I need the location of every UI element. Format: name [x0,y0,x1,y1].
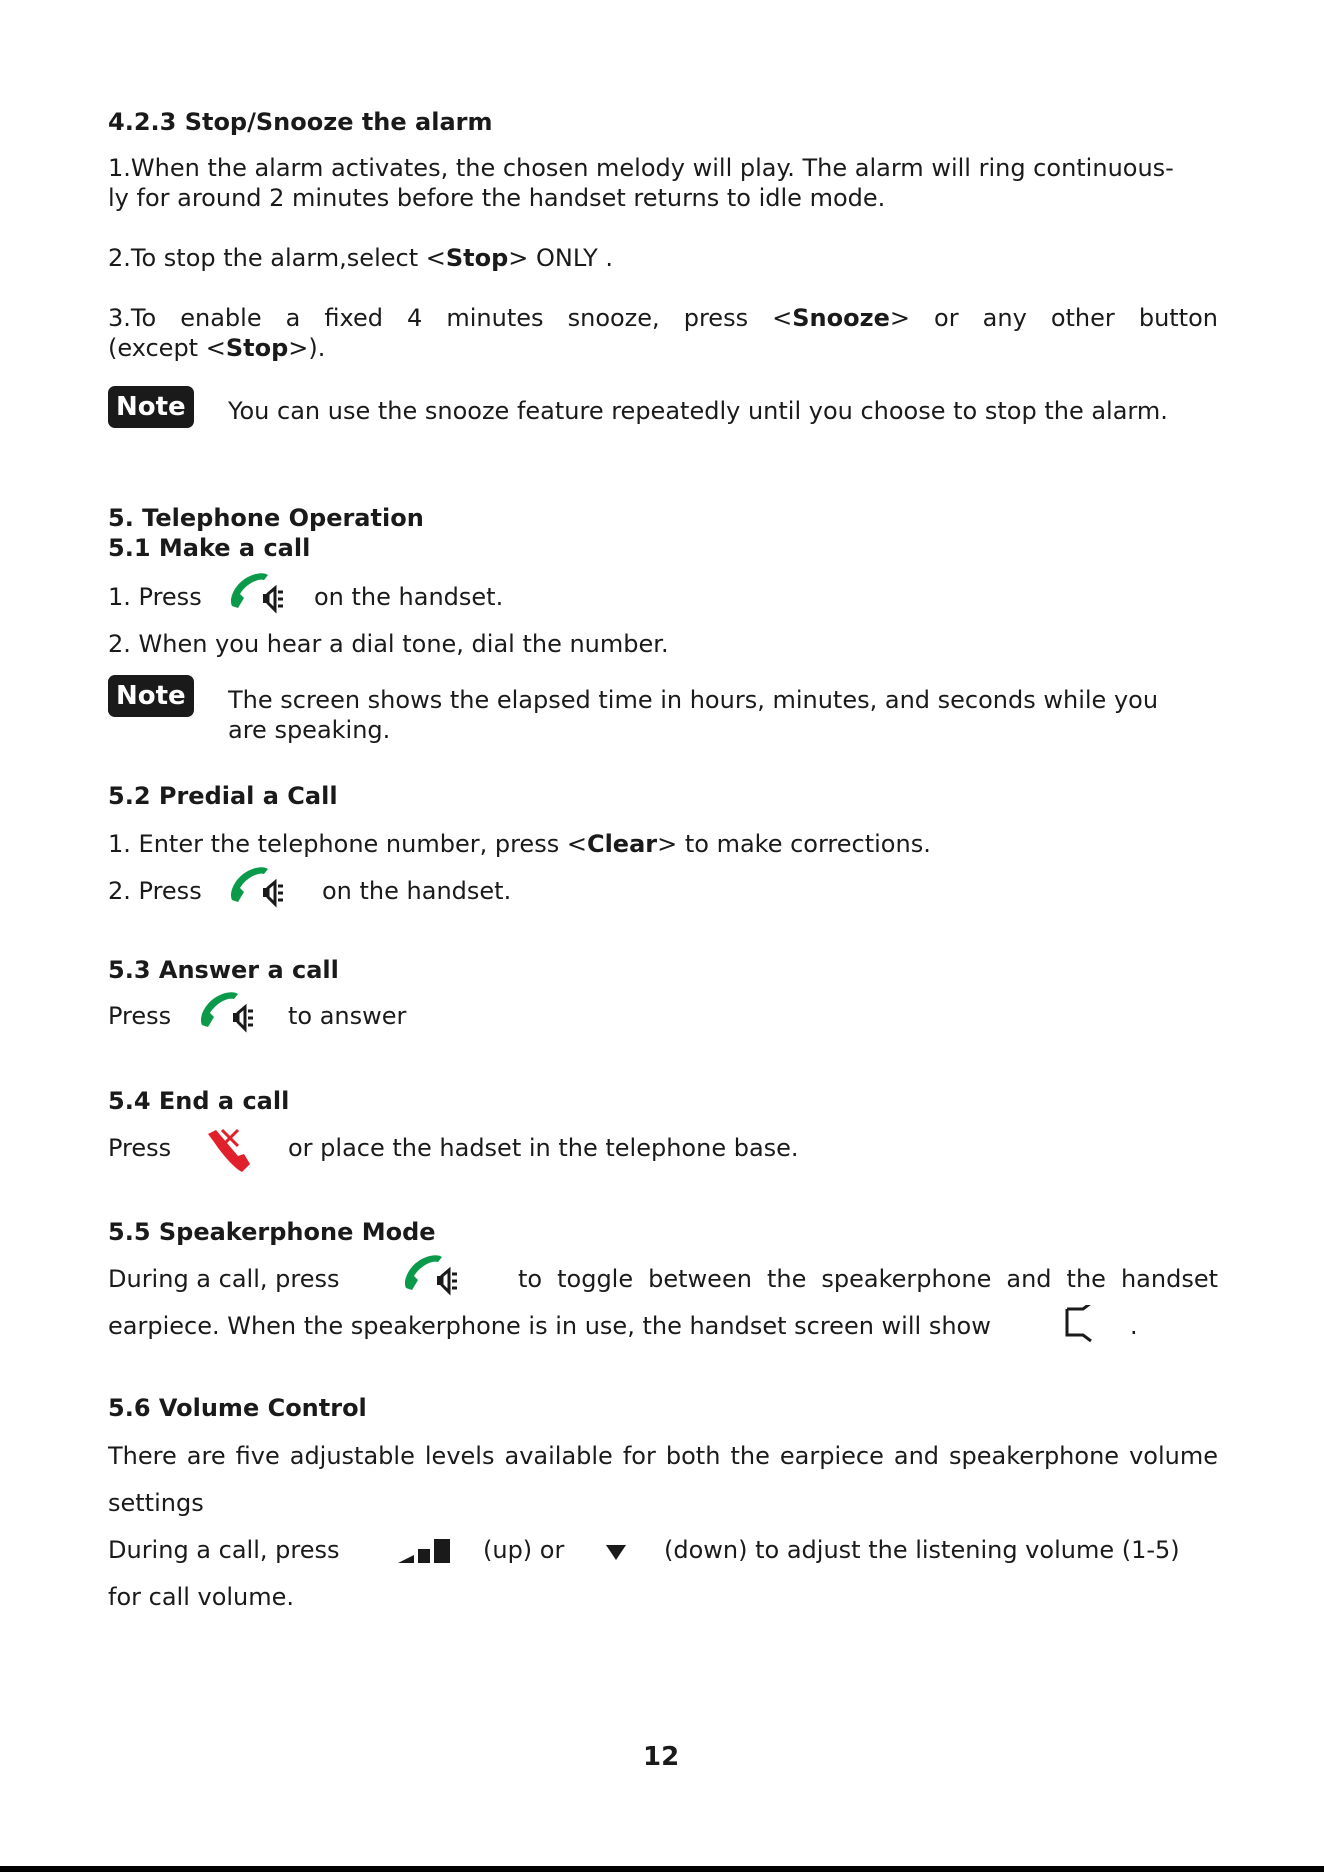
s52-step-1-suffix: > to make corrections. [657,830,931,858]
s56-line-1: There are five adjustable levels available for both the earpiece and speakerphone volume [108,1442,1218,1470]
clear-key-label: Clear [586,830,658,858]
paragraph-3-line-2-suffix: >). [288,334,326,362]
section-heading-5-3: 5.3 Answer a call [108,956,339,984]
s56-line-3-suffix: (down) to adjust the listening volume (1-5) [664,1536,1180,1564]
paragraph-2 [108,243,613,273]
s53-prefix: Press [108,1002,172,1030]
stop-key-label-2: Stop [225,334,289,362]
paragraph-3-prefix: 3.To enable a fixed 4 minutes snooze, press < [108,304,793,332]
s56-line-3-prefix: During a call, press [108,1536,340,1564]
s55-line-1-prefix: During a call, press [108,1265,340,1293]
paragraph-1-line-1: 1.When the alarm activates, the chosen melody will play. The alarm will ring continuous- [108,154,1174,182]
section-heading-4-2-3: 4.2.3 Stop/Snooze the alarm [108,108,493,136]
stop-key-label: Stop [445,244,509,272]
s52-step-1-prefix: 1. Enter the telephone number, press < [108,830,587,858]
section-heading-5-1: 5.1 Make a call [108,534,311,562]
s56-line-4: for call volume. [108,1583,295,1611]
paragraph-2-prefix: 2.To stop the alarm,select < [108,244,446,272]
volume-down-icon [605,1543,627,1561]
snooze-key-label: Snooze [792,304,890,332]
note-label: Note [108,386,194,428]
note-text-1: You can use the snooze feature repeatedly until you choose to stop the alarm. [228,397,1168,425]
section-heading-5-6: 5.6 Volume Control [108,1394,367,1422]
note-text-2-line-2: are speaking. [228,716,391,744]
note-label-2: Note [108,675,194,717]
talk-speaker-icon [226,570,290,620]
s56-line-2: settings [108,1489,204,1517]
talk-speaker-icon [196,989,260,1039]
paragraph-1-line-2: ly for around 2 minutes before the handset returns to idle mode. [108,184,886,212]
s52-step-2-suffix: on the handset. [322,877,512,905]
s53-suffix: to answer [288,1002,407,1030]
s56-line-3-mid: (up) or [483,1536,565,1564]
paragraph-3-line-2-prefix: (except < [108,334,226,362]
section-heading-5-5: 5.5 Speakerphone Mode [108,1218,436,1246]
page-number: 12 [643,1742,680,1772]
note-badge-2 [108,675,194,717]
section-heading-5-2: 5.2 Predial a Call [108,782,338,810]
s55-line-2-end: . [1130,1312,1138,1340]
s55-line-2: earpiece. When the speakerphone is in use, the handset screen will show [108,1312,991,1340]
volume-up-icon [396,1537,458,1565]
section-heading-5: 5. Telephone Operation [108,504,424,532]
paragraph-3-suffix: > or any other button [889,304,1218,332]
paragraph-2-suffix: > ONLY . [508,244,613,272]
s51-step-1-prefix: 1. Press [108,583,202,611]
bottom-rule [0,1866,1324,1872]
end-call-icon [204,1128,258,1174]
note-text-2-line-1: The screen shows the elapsed time in hours, minutes, and seconds while you [228,686,1159,714]
talk-speaker-icon [226,864,290,914]
section-heading-5-4: 5.4 End a call [108,1087,290,1115]
s54-prefix: Press [108,1134,172,1162]
s51-step-1-suffix: on the handset. [314,583,504,611]
s52-step-2-prefix: 2. Press [108,877,202,905]
s51-step-2: 2. When you hear a dial tone, dial the number. [108,630,669,658]
s52-step-1 [108,829,931,859]
s54-suffix: or place the hadset in the telephone base. [288,1134,799,1162]
paragraph-3-line-2 [108,333,325,363]
talk-speaker-icon [400,1252,464,1302]
note-badge-1 [108,386,194,428]
paragraph-3-line-1 [108,303,1218,333]
speaker-screen-icon [1063,1305,1097,1343]
manual-page [108,0,1218,1872]
s55-line-1-suffix: to toggle between the speakerphone and the handset [518,1265,1218,1293]
